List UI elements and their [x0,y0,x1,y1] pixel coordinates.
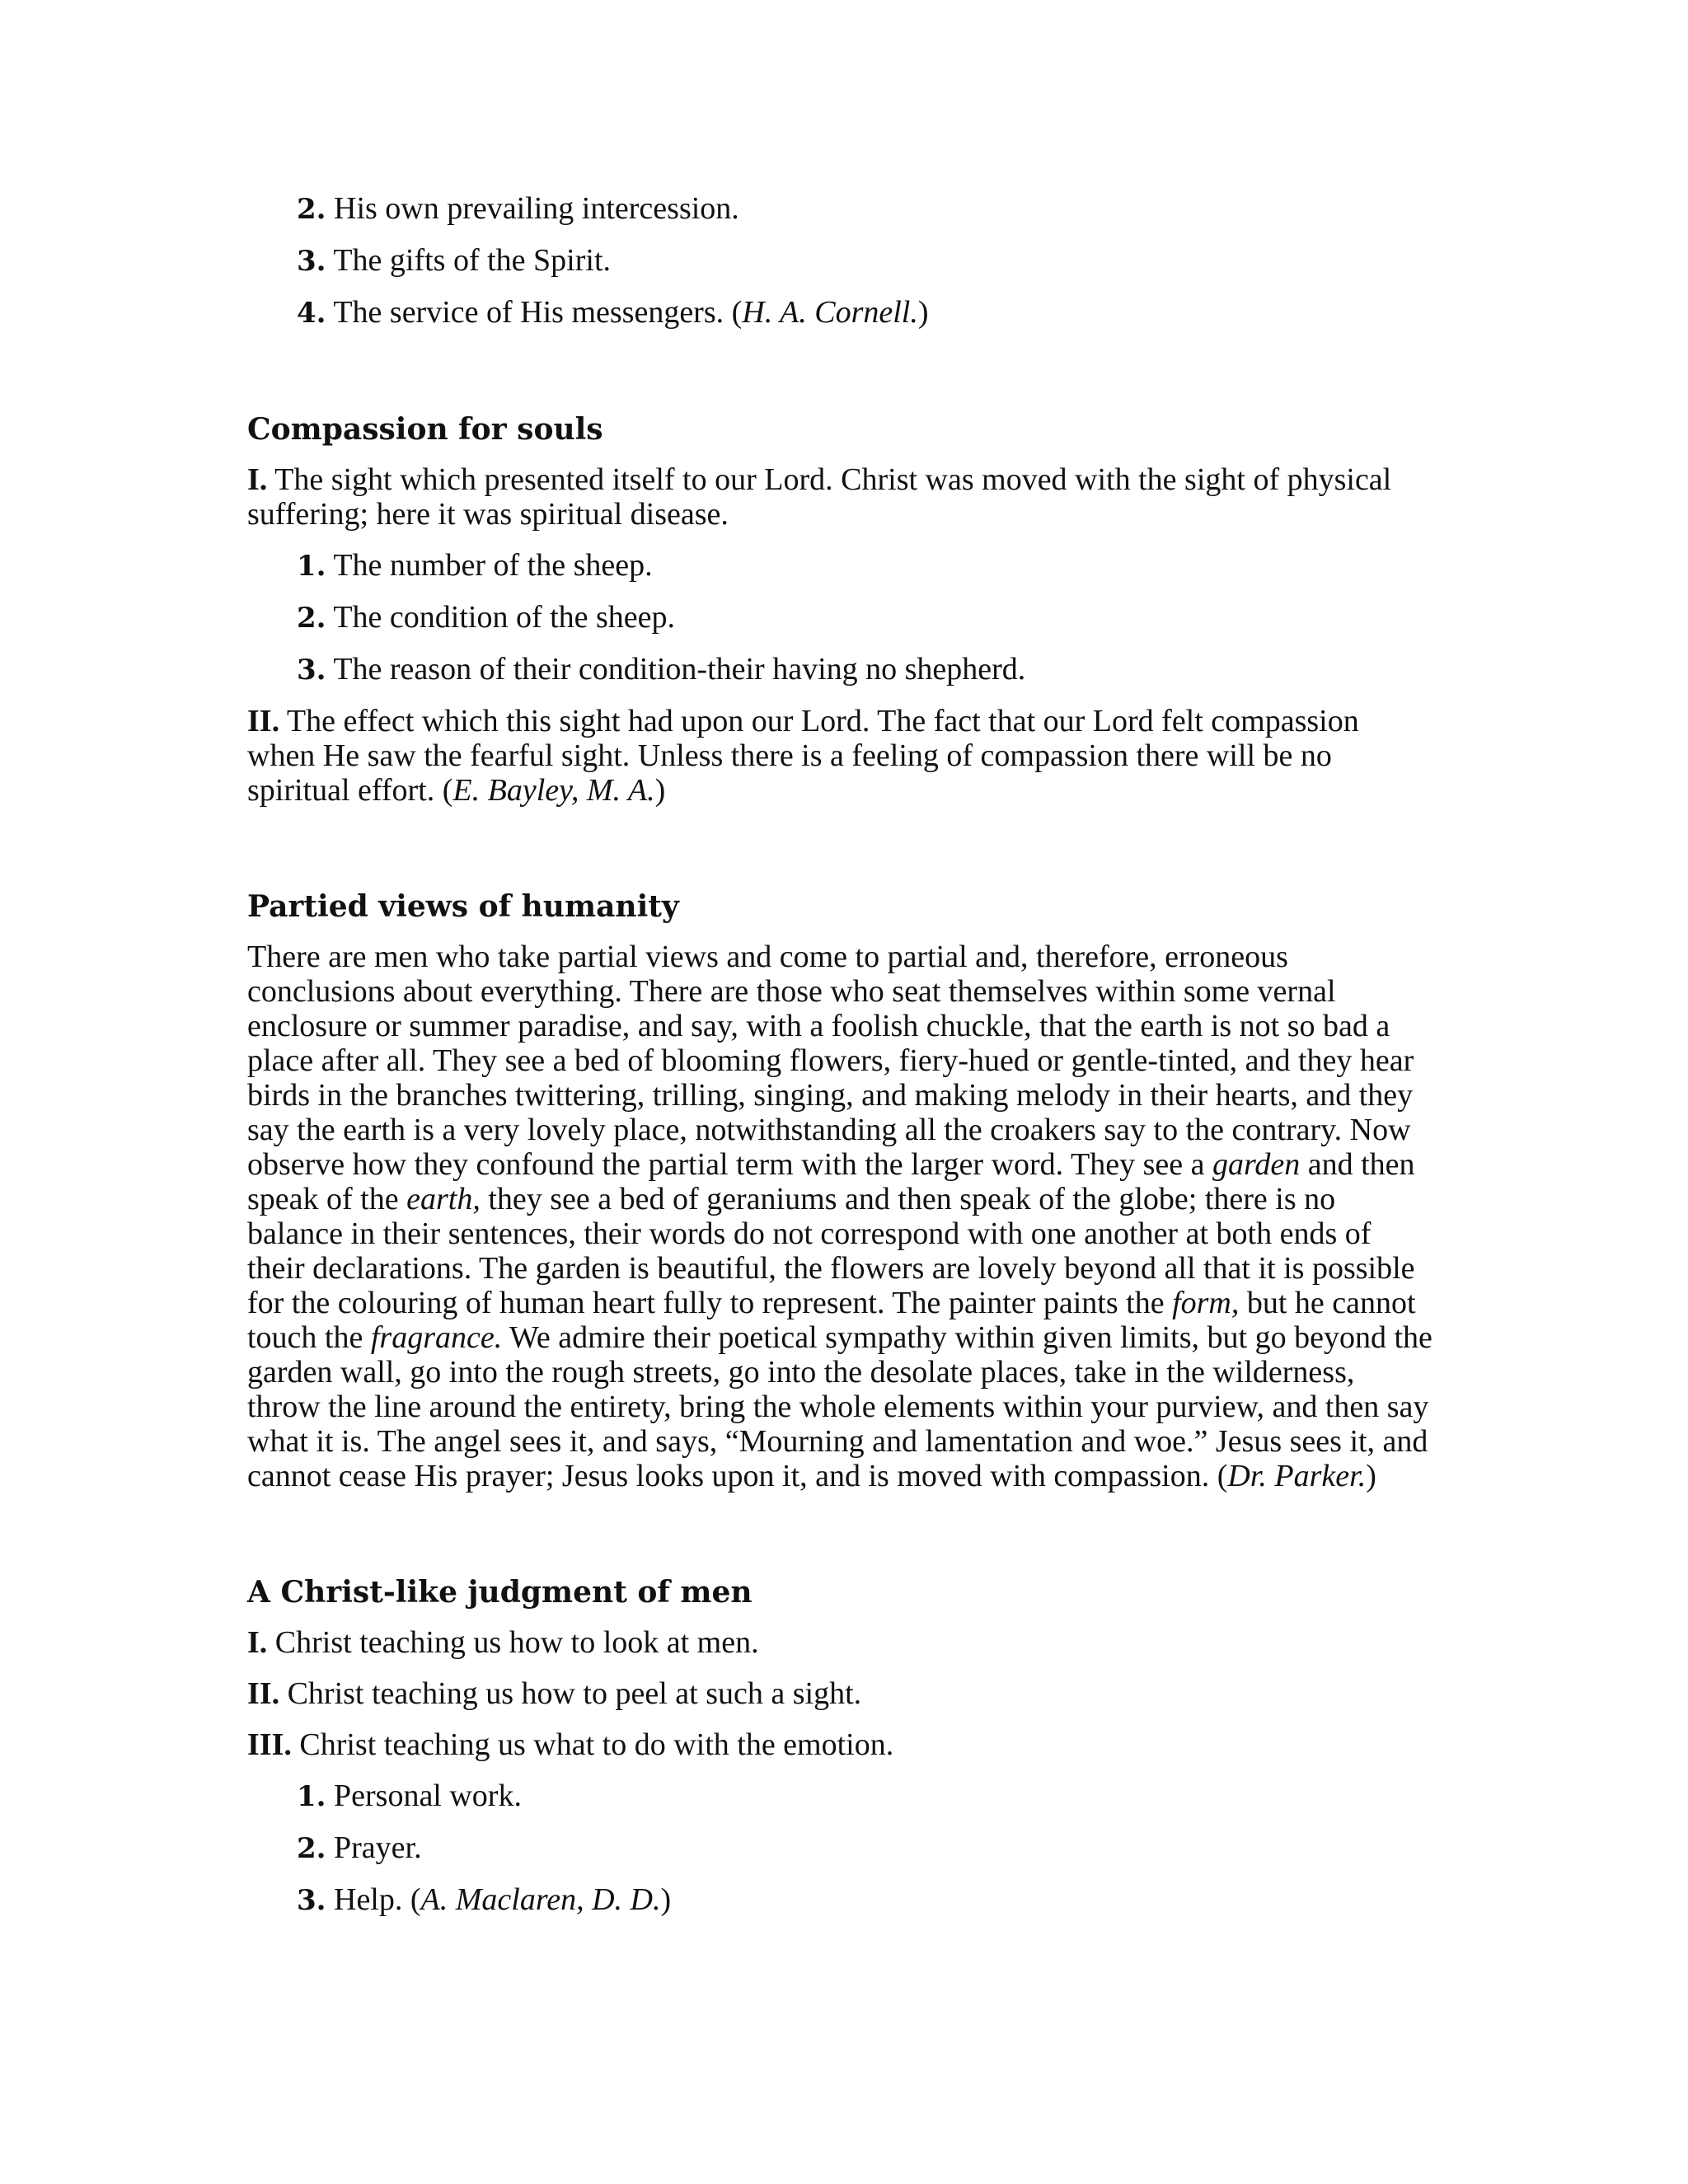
point-paragraph [247,1625,1434,1660]
point-text: The effect which this sight had upon our Lord. The fact that our Lord felt compassion when He saw the fearful sight. Unless there is a feeling of compassion there will be no spiritual effort. ( [247,704,1359,808]
text-run: There are men who take partial views and come to partial and, therefore, erroneous conclusions about everything. There are those who seat themselves within some vernal enclosure or summer paradise, and say, with a foolish chuckle, that the earth is not so bad a place after all. They see a bed of blooming flowers, fiery-hued or gentle-tinted, and they hear birds in the branches twittering, trilling, singing, and making melody in their hearts, and they say the earth is a very lovely place, notwithstanding all the croakers say to the contrary. Now observe how they confound the partial term with the larger word. They see a [247,940,1414,1182]
list-number: 3. [297,654,326,687]
citation: A. Maclaren, D. D. [420,1882,661,1917]
roman-numeral: II. [247,1676,280,1711]
point-text: Christ teaching us how to peel at such a sight. [287,1676,862,1711]
list-number: 3. [297,1884,326,1917]
list-item [297,1779,1434,1814]
list-text: The gifts of the Spirit. [333,243,612,278]
roman-numeral: III. [247,1727,292,1762]
emphasis: form, [1172,1286,1240,1320]
list-text: Personal work. [334,1779,522,1813]
list-number: 4. [297,297,326,330]
citation: Dr. Parker. [1227,1459,1367,1493]
roman-numeral: I. [247,462,268,497]
list-text: The reason of their condition-their having no shepherd. [333,652,1026,687]
list-item [297,600,1434,635]
section-christ-like-judgment [247,1574,1434,1918]
document-page [247,191,1434,1918]
point-text-end: ) [654,773,666,808]
list-text: Prayer. [334,1830,422,1865]
list-number: 3. [297,245,326,278]
text-run: they see a bed of geraniums and then speak of the globe; there is no balance in their sentences, their words do not correspond with one another at both ends of their declarations. The garden is beautiful, the flowers are lovely beyond all that it is possible for the colouring of human heart fully to represent. The painter paints the [247,1182,1415,1320]
section-compassion [247,411,1434,808]
emphasis: garden [1212,1147,1301,1182]
citation: H. A. Cornell. [742,295,918,330]
list-item [297,243,1434,279]
text-run-end: ) [1366,1459,1376,1493]
section-title: Compassion for souls [247,412,603,447]
section-partied-views [247,888,1434,1493]
point-paragraph [247,704,1434,808]
text-run: We admire their poetical sympathy within given limits, but go beyond the garden wall, go into the rough streets, go into the desolate places, take in the wilderness, throw the line around the entirety, bring the whole elements within your purview, and then say what it is. The angel sees it, and says, “Mourning and lamentation and woe.” Jesus sees it, and cannot cease His prayer; Jesus looks upon it, and is moved with compassion. ( [247,1320,1432,1493]
list-number: 1. [297,550,326,583]
text-run: but he cannot touch the [247,1286,1416,1355]
list-number: 1. [297,1780,326,1813]
point-text: Christ teaching us how to look at men. [274,1625,759,1660]
top-list [247,191,1434,330]
point-paragraph [247,1676,1434,1711]
list-text-end: ) [660,1882,672,1917]
citation: E. Bayley, M. A. [452,773,655,808]
list-item [297,548,1434,583]
list-number: 2. [297,1832,326,1865]
text-run: and then speak of the [247,1147,1415,1216]
point-paragraph [247,1727,1434,1762]
list-item [297,652,1434,687]
point-text: Christ teaching us what to do with the emotion. [299,1727,894,1762]
list-item [297,1882,1434,1918]
list-text: The service of His messengers. ( [333,295,743,330]
emphasis: fragrance. [370,1320,503,1355]
point-text: The sight which presented itself to our Lord. Christ was moved with the sight of physical suffering; here it was spiritual disease. [247,462,1392,532]
list-item [297,1830,1434,1866]
list-item [297,191,1434,227]
list-text: His own prevailing intercession. [334,191,739,226]
body-paragraph [247,940,1434,1493]
list-text: The condition of the sheep. [333,600,676,635]
emphasis: earth, [406,1182,481,1216]
list-item [297,295,1434,330]
list-text: Help. ( [334,1882,421,1917]
point-paragraph [247,462,1434,532]
list-text: The number of the sheep. [333,548,653,583]
roman-numeral: II. [247,704,280,738]
list-number: 2. [297,193,326,226]
list-text-end: ) [917,295,929,330]
section-title: Partied views of humanity [247,889,679,924]
section-title: A Christ-like judgment of men [247,1575,753,1610]
roman-numeral: I. [247,1625,268,1660]
list-number: 2. [297,602,326,635]
